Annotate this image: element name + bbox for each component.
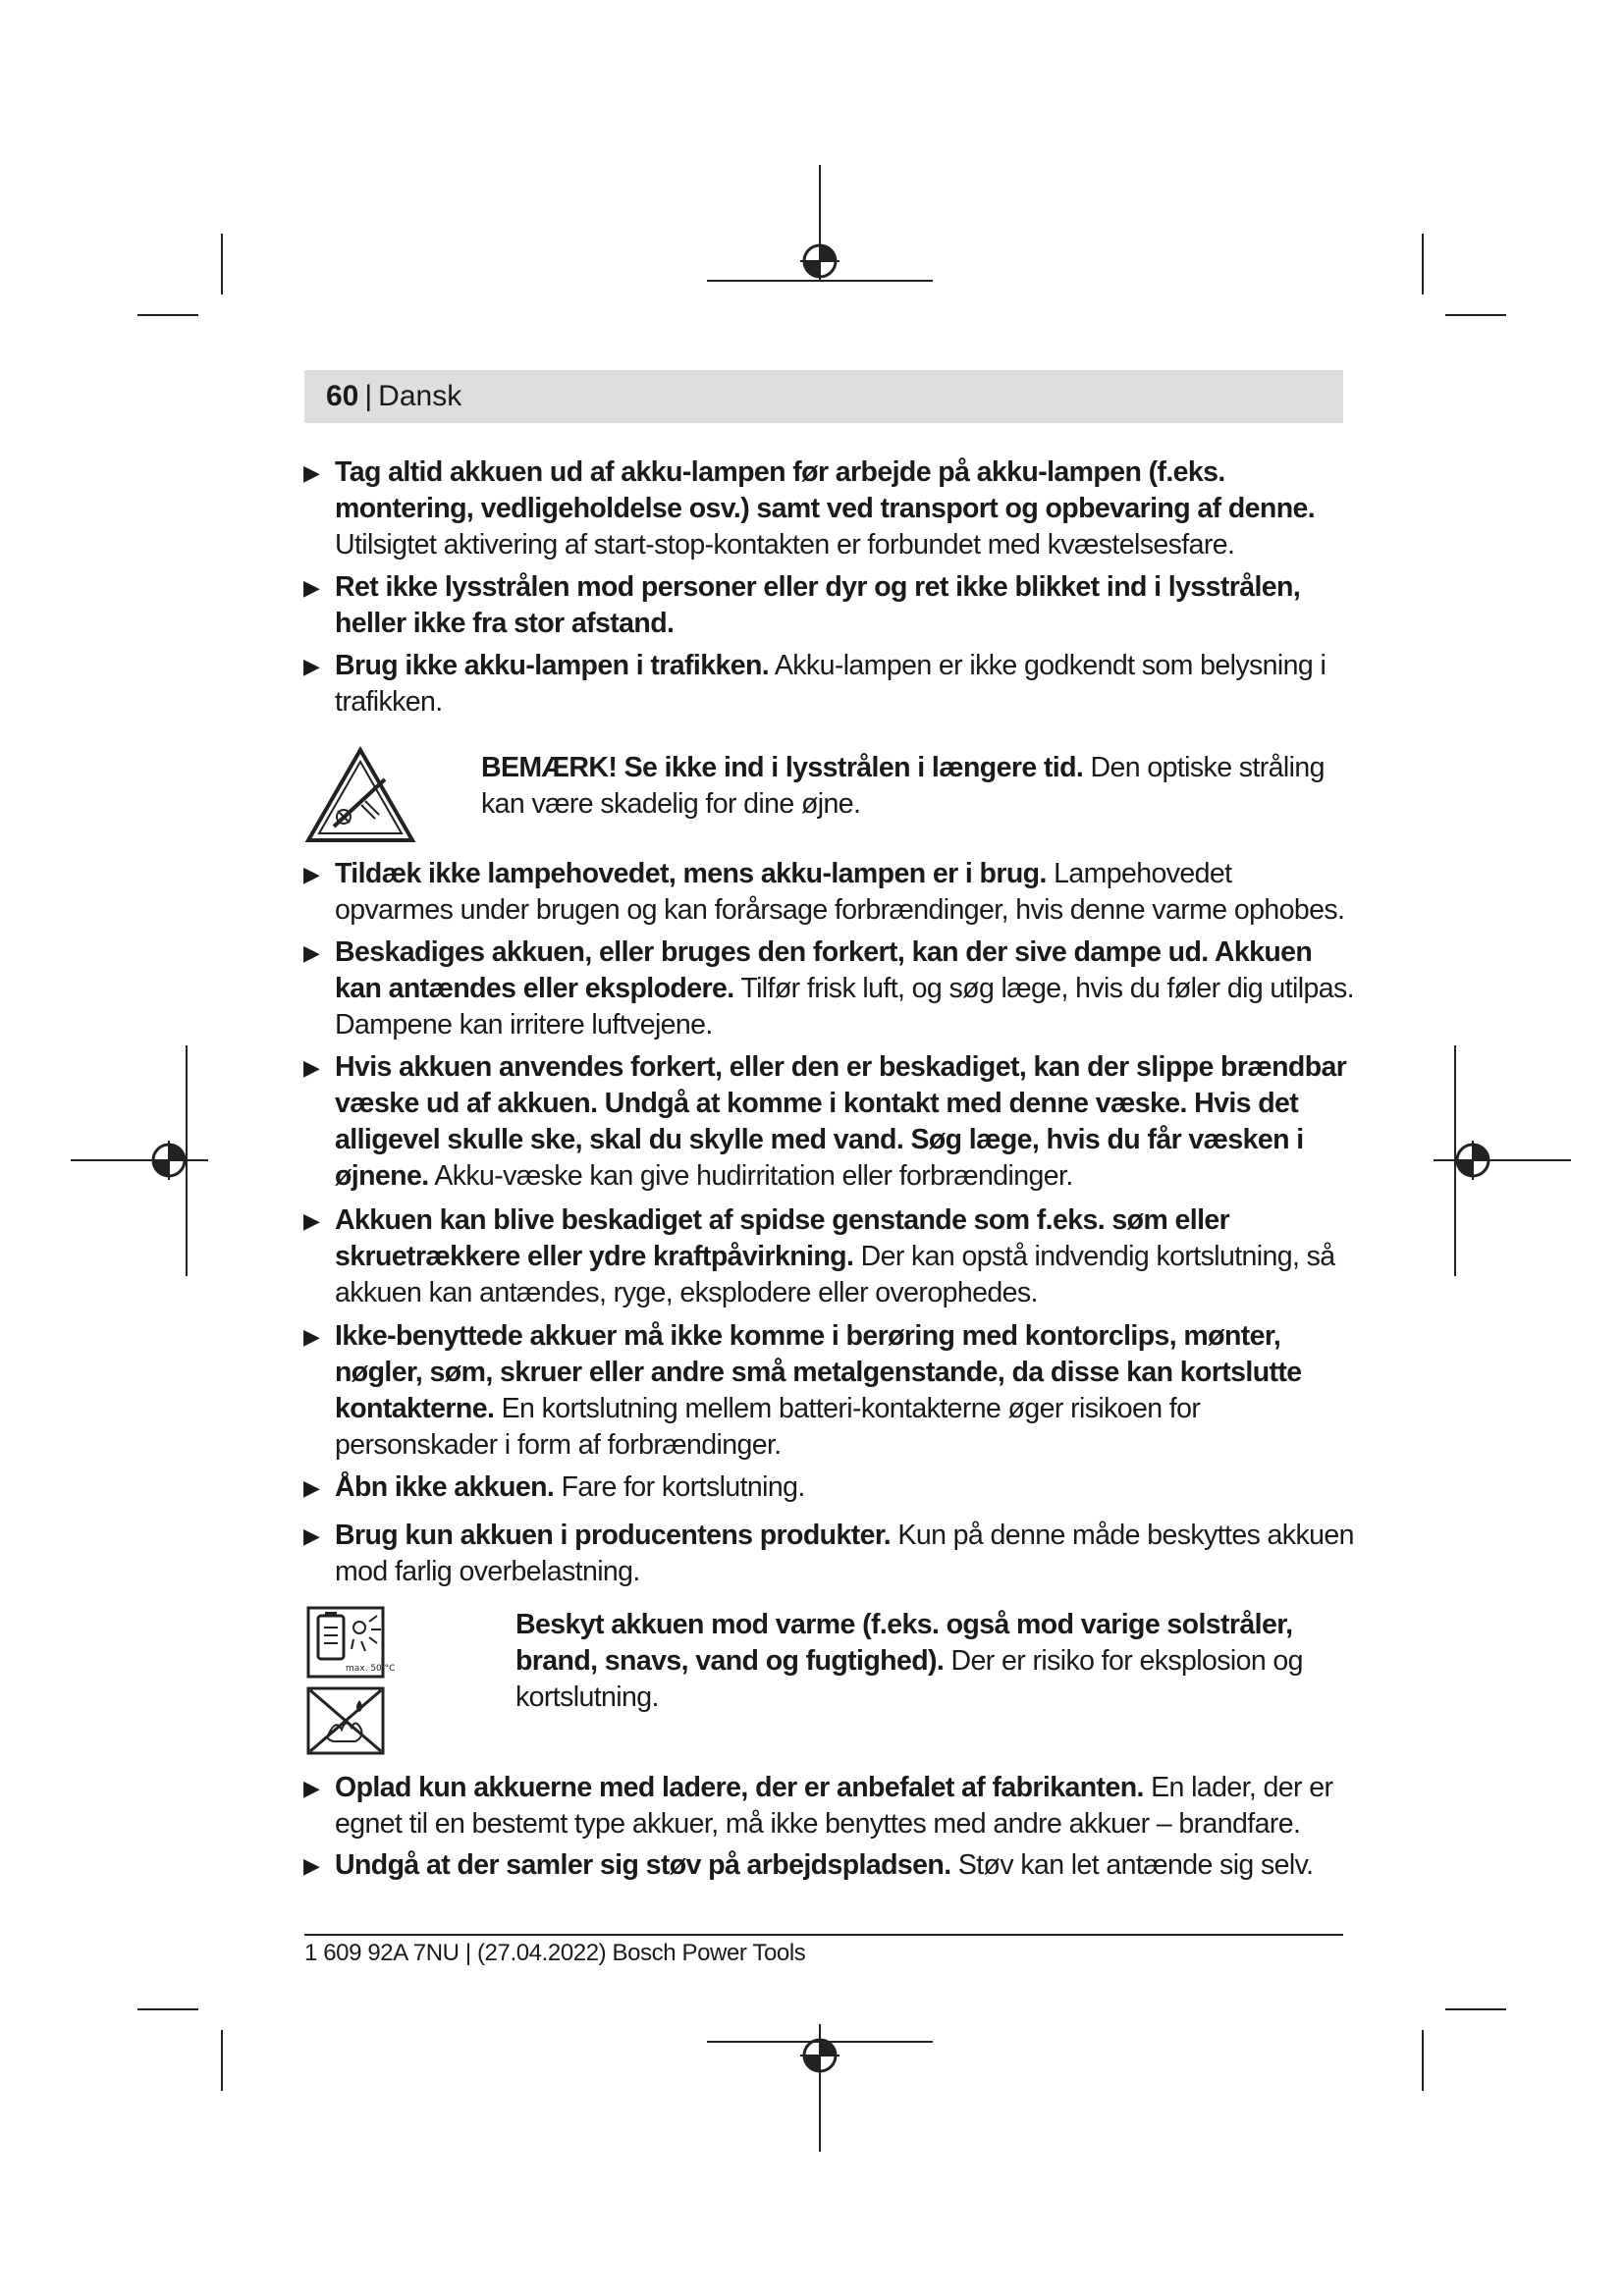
safety-item [303, 856, 1354, 929]
item-bold-text: Hvis akkuen anvendes forkert, eller den er beskadiget, kan der slippe brændbar væske ud af akkuen. Undgå at komme i kontakt med denne væske. Hvis det alligevel skulle ske, skal du skylle med vand. Søg læge, hvis du får væsken i øjnene. [335, 1051, 1347, 1192]
item-bold-text: Beskadiges akkuen, eller bruges den forkert, kan der sive dampe ud. Akkuen kan antændes eller eksplodere. [335, 936, 1313, 1004]
item-bold-text: Undgå at der samler sig støv på arbejdspladsen. [335, 1849, 951, 1881]
registration-mark-left [71, 1045, 208, 1276]
item-bold-text: Tildæk ikke lampehovedet, mens akku-lampen er i brug. [335, 858, 1047, 889]
item-bold-text: Åbn ikke akkuen. [335, 1471, 555, 1503]
item-bold-text: Oplad kun akkuerne med ladere, der er anbefalet af fabrikanten. [335, 1772, 1144, 1803]
item-text: Fare for kortslutning. [554, 1471, 805, 1503]
item-bold-text: Brug ikke akku-lampen i trafikken. [335, 650, 770, 681]
crop-mark [221, 2030, 223, 2091]
crop-mark [1422, 2030, 1424, 2091]
bullet-arrow-icon: ▶ [303, 460, 320, 485]
heat-protection-icon [306, 1606, 396, 1679]
item-text: Der kan opstå indvendig kortslutning, så akkuen kan antændes, ryge, eksplodere eller overophedes. [335, 1241, 1335, 1308]
bullet-arrow-icon: ▶ [303, 1523, 320, 1548]
item-text: Akku-væske kan give hudirritation eller forbrændinger. [428, 1160, 1073, 1192]
item-text: Kun på denne måde beskyttes akkuen mod farlig overbelastning. [335, 1520, 1354, 1587]
registration-mark-bottom [707, 2024, 933, 2152]
crop-mark [1445, 2008, 1506, 2010]
heat-warning-bold-text: Beskyt akkuen mod varme (f.eks. også mod varige solstråler, brand, snavs, vand og fugtighed). [515, 1609, 1293, 1677]
bullet-arrow-icon: ▶ [303, 1776, 320, 1800]
bullet-arrow-icon: ▶ [303, 654, 320, 678]
safety-item [303, 1518, 1354, 1590]
item-bold-text: Ret ikke lysstrålen mod personer eller dyr og ret ikke blikket ind i lysstrålen, heller ikke fra stor afstand. [335, 571, 1301, 639]
item-text: Akku-lampen er ikke godkendt som belysning i trafikken. [335, 650, 1326, 718]
item-text: Tilfør frisk luft, og søg læge, hvis du føler dig utilpas. Dampene kan irritere luftvejene. [335, 973, 1354, 1041]
item-bold-text: Akkuen kan blive beskadiget af spidse genstande som f.eks. søm eller skruetrækkere eller ydre kraftpåvirkning. [335, 1204, 1230, 1272]
notice-bold-text: BEMÆRK! Se ikke ind i lysstrålen i længere tid. [481, 752, 1084, 783]
safety-item [303, 1202, 1354, 1311]
safety-item [303, 1049, 1354, 1195]
bullet-arrow-icon: ▶ [303, 940, 320, 965]
item-text: Støv kan let antænde sig selv. [950, 1849, 1314, 1881]
section-title: Dansk [378, 380, 462, 412]
safety-item [303, 934, 1354, 1043]
safety-item [303, 1847, 1354, 1884]
item-bold-text: Brug kun akkuen i producentens produkter. [335, 1520, 892, 1551]
footer-text: 1 609 92A 7NU | (27.04.2022) Bosch Power Tools [304, 1940, 806, 1966]
crop-mark [137, 314, 198, 316]
safety-item [303, 1318, 1354, 1464]
crop-mark [1422, 234, 1424, 294]
bullet-arrow-icon: ▶ [303, 862, 320, 886]
temperature-label: max. 50 °C [346, 1664, 396, 1674]
safety-item [303, 1469, 1354, 1506]
item-bold-text: Ikke-benyttede akkuer må ikke komme i berøring med kontorclips, mønter, nøgler, søm, skruer eller andre små metalgenstande, da disse kan kortslutte kontakterne. [335, 1320, 1302, 1424]
no-fire-water-icon [306, 1686, 385, 1755]
crop-mark [1445, 314, 1506, 316]
item-text: Utilsigtet aktivering af start-stop-kontakten er forbundet med kvæstelsesfare. [335, 529, 1235, 561]
footer-divider [304, 1934, 1343, 1936]
registration-mark-right [1434, 1045, 1571, 1276]
registration-mark-top [707, 165, 933, 293]
bullet-arrow-icon: ▶ [303, 1853, 320, 1878]
safety-item [303, 454, 1354, 563]
page-header [304, 370, 1343, 423]
header-separator: | [364, 380, 373, 412]
page-number: 60 [326, 380, 359, 412]
heat-warning-text: Der er risiko for eksplosion og kortslutning. [515, 1645, 1303, 1713]
item-text: En kortslutning mellem batteri-kontakterne øger risikoen for personskader i form af forbrændinger. [335, 1393, 1201, 1461]
laser-warning-icon [304, 746, 416, 844]
safety-item [303, 648, 1354, 721]
safety-item [303, 1770, 1354, 1842]
item-bold-text: Tag altid akkuen ud af akku-lampen før arbejde på akku-lampen (f.eks. montering, vedligeholdelse osv.) samt ved transport og opbevaring af denne. [335, 456, 1316, 524]
item-text: En lader, der er egnet til en bestemt type akkuer, må ikke benyttes med andre akkuer – brandfare. [335, 1772, 1333, 1840]
notice-block [481, 750, 1326, 823]
crop-mark [221, 234, 223, 294]
bullet-arrow-icon: ▶ [303, 1475, 320, 1500]
safety-item [303, 569, 1354, 642]
bullet-arrow-icon: ▶ [303, 1055, 320, 1080]
crop-mark [137, 2008, 198, 2010]
heat-warning-block [515, 1607, 1326, 1716]
item-text: Lampehovedet opvarmes under brugen og kan forårsage forbrændinger, hvis denne varme ophobes. [335, 858, 1345, 926]
bullet-arrow-icon: ▶ [303, 575, 320, 600]
notice-text: Den optiske stråling kan være skadelig for dine øjne. [481, 752, 1325, 820]
bullet-arrow-icon: ▶ [303, 1208, 320, 1233]
bullet-arrow-icon: ▶ [303, 1324, 320, 1349]
